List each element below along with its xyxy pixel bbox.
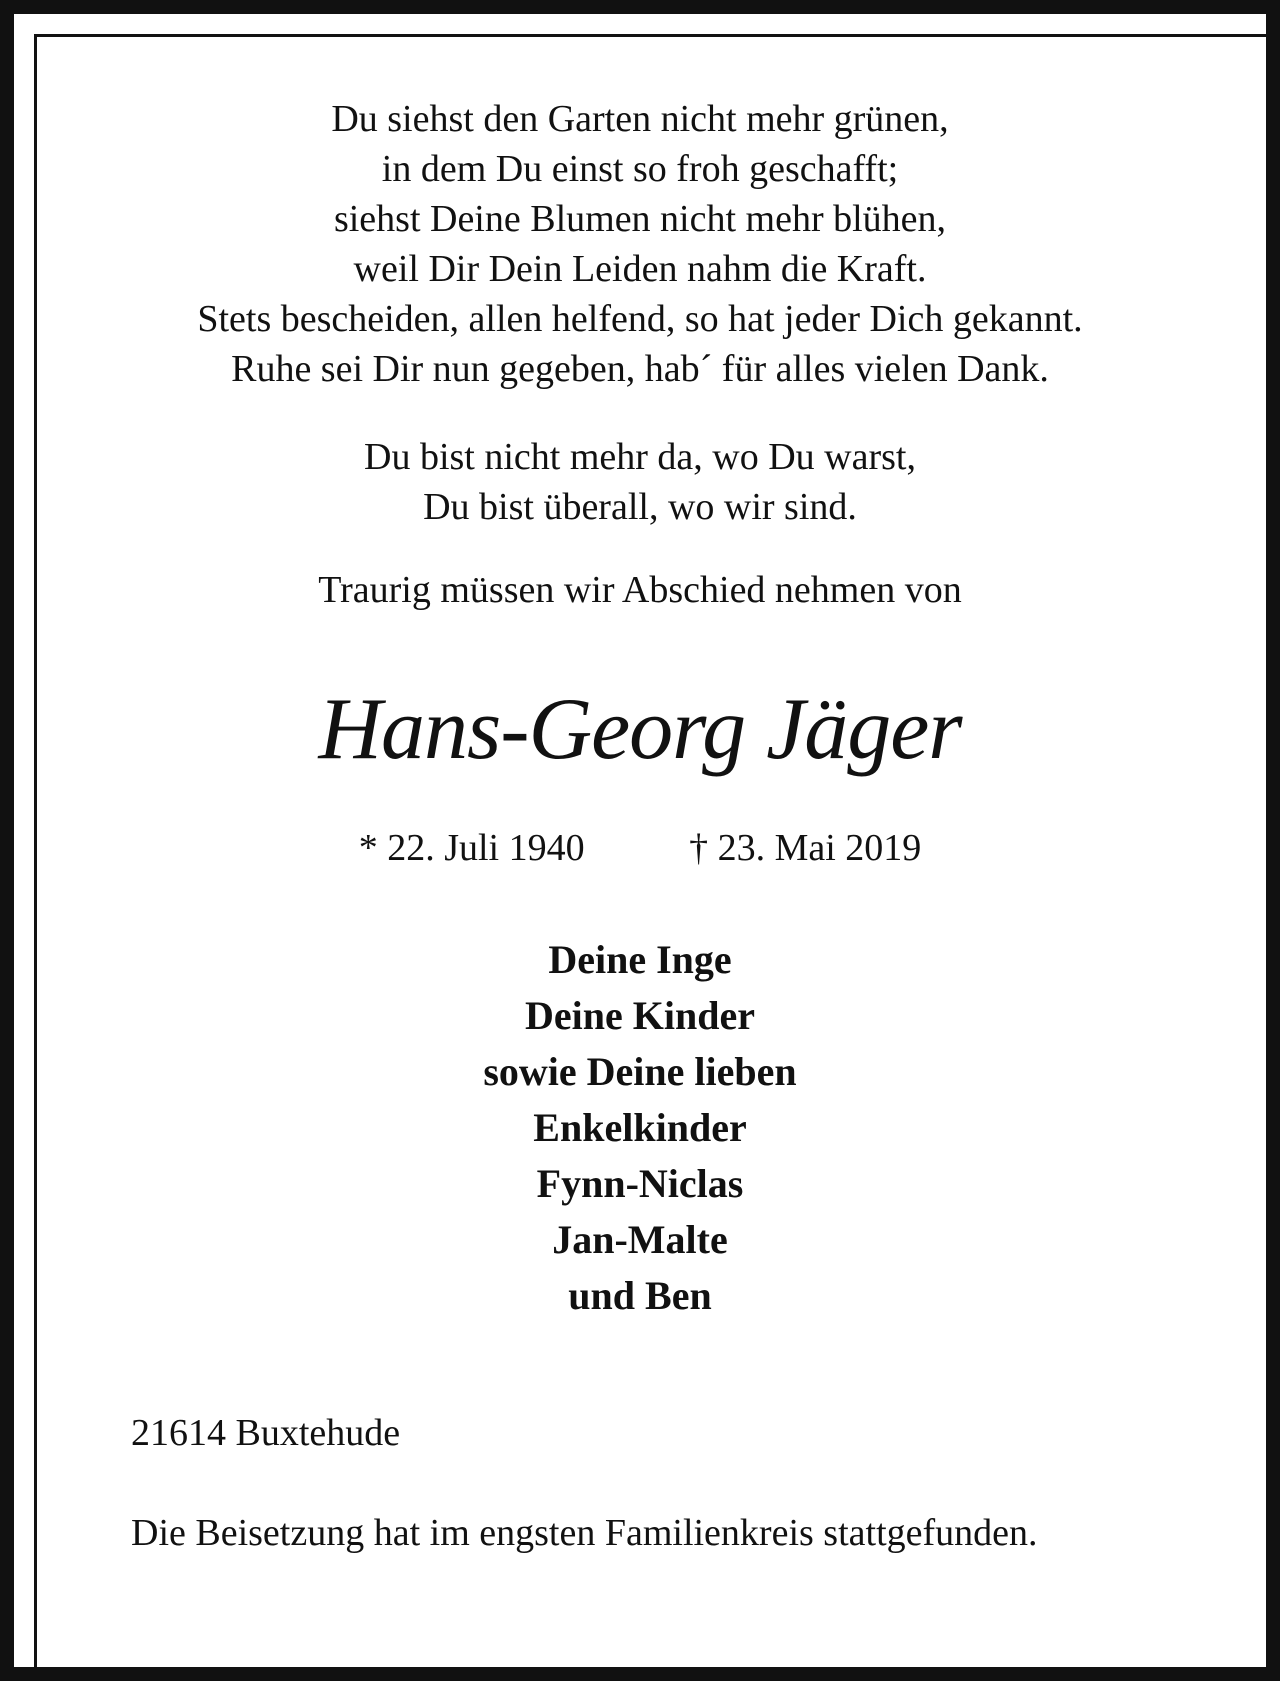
- deceased-name: Hans-Georg Jäger: [318, 681, 962, 778]
- poem-line: Du bist überall, wo wir sind.: [423, 486, 857, 528]
- poem-line: Stets bescheiden, allen helfend, so hat jeder Dich gekannt.: [197, 298, 1083, 340]
- birth-date: * 22. Juli 1940: [358, 827, 585, 869]
- mourner-line: sowie Deine lieben: [483, 1049, 797, 1094]
- mourner-line: Enkelkinder: [533, 1105, 747, 1150]
- poem-line: weil Dir Dein Leiden nahm die Kraft.: [353, 248, 927, 290]
- mourner-line: Jan-Malte: [552, 1217, 728, 1262]
- farewell-intro: Traurig müssen wir Abschied nehmen von: [318, 569, 962, 611]
- poem-stanza-1: [0, 94, 1280, 394]
- life-dates: [0, 823, 1280, 873]
- mourners-list: [0, 932, 1280, 1324]
- poem-line: siehst Deine Blumen nicht mehr blühen,: [333, 198, 947, 240]
- burial-note: Die Beisetzung hat im engsten Familienkreis stattgefunden.: [131, 1512, 1038, 1554]
- location: 21614 Buxtehude: [131, 1412, 401, 1454]
- mourner-line: Deine Inge: [548, 937, 732, 982]
- mourner-line: Fynn-Niclas: [536, 1161, 744, 1206]
- poem-stanza-2: [0, 432, 1280, 532]
- poem-line: Du siehst den Garten nicht mehr grünen,: [331, 98, 949, 140]
- mourner-line: und Ben: [568, 1273, 712, 1318]
- mourner-line: Deine Kinder: [525, 993, 755, 1038]
- poem-line: Du bist nicht mehr da, wo Du warst,: [364, 436, 916, 478]
- poem-line: in dem Du einst so froh geschafft;: [381, 148, 899, 190]
- death-date: † 23. Mai 2019: [689, 827, 922, 869]
- poem-line: Ruhe sei Dir nun gegeben, hab´ für alles vielen Dank.: [231, 348, 1049, 390]
